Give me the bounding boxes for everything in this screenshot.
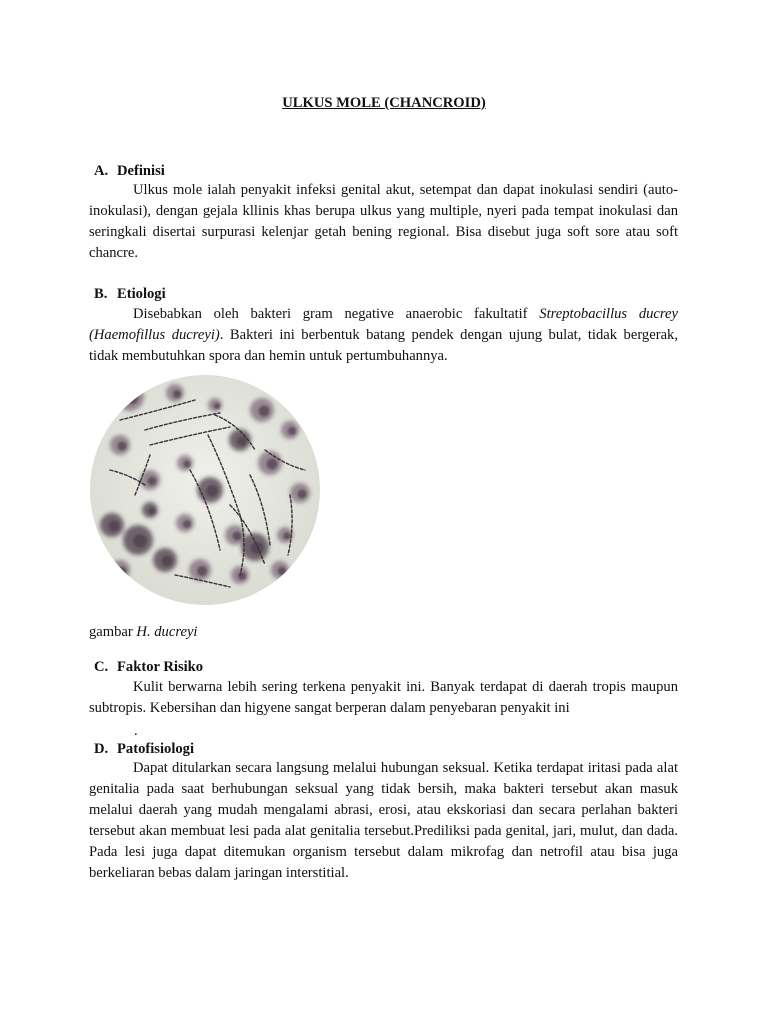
page-title: ULKUS MOLE (CHANCROID) <box>282 95 486 111</box>
paragraph-text: . Bakteri ini berbentuk batang pendek dengan ujung bulat, tidak bergerak, tidak membutuhkan spora dan hemin untuk pertumbuhannya. <box>89 327 678 364</box>
section-heading-faktor-risiko <box>94 657 203 678</box>
paragraph-definisi: Ulkus mole ialah penyakit infeksi genital akut, setempat dan dapat inokulasi sendiri (auto-inokulasi), dengan gejala kllinis khas berupa ulkus yang multiple, nyeri pada tempat inokulasi dan seringkali disertai surpurasi kelenjar getah bening regional. Bisa disebut juga soft sore atau soft chancre. <box>89 182 678 261</box>
cell-nucleus <box>148 477 157 486</box>
cell-nucleus <box>197 566 207 576</box>
section-heading-etiologi <box>94 284 166 305</box>
cell-blob <box>116 383 144 411</box>
cell-nucleus <box>298 490 307 499</box>
cell-nucleus <box>288 427 296 435</box>
paragraph-text: Disebabkan oleh bakteri gram negative anaerobic fakultatif <box>133 306 540 322</box>
cell-nucleus <box>251 542 264 555</box>
figure-caption <box>89 622 197 643</box>
section-heading-definisi <box>94 161 165 182</box>
section-heading-patofisiologi <box>94 739 194 760</box>
cell-nucleus <box>118 567 127 576</box>
paragraph-patofisiologi: Dapat ditularkan secara langsung melalui hubungan seksual. Ketika terdapat iritasi pada alat genitalia pada saat berhubungan seksual yang tidak bersih, maka bakteri tersebut akan masuk melalui daerah yang mudah mengalami abrasi, erosi, atau ekskoriasi dan secara perlahan bakteri tersebut akan membuat lesi pada alat genitalia tersebut.Prediliksi pada genital, jari, mulut, dan dada. Pada lesi juga dapat ditemukan organism tersebut dalam mikrofag dan netrofil atau bisa juga berkeliaran bebas dalam jaringan interstitial. <box>89 760 678 881</box>
cell-nucleus <box>278 567 286 575</box>
cell-nucleus <box>233 532 242 541</box>
cell-nucleus <box>283 532 290 539</box>
cell-nucleus <box>259 406 270 417</box>
cell-blob <box>110 560 130 580</box>
micrograph-image <box>90 375 320 605</box>
cell-nucleus <box>109 521 120 532</box>
cell-nucleus <box>238 572 246 580</box>
cell-nucleus <box>162 556 173 567</box>
stray-period: . <box>134 723 138 739</box>
paragraph-etiologi <box>89 304 678 367</box>
cell-nucleus <box>148 507 155 514</box>
cell-nucleus <box>214 403 220 409</box>
cell-nucleus <box>173 390 181 398</box>
cell-nucleus <box>183 460 190 467</box>
caption-species: H. ducreyi <box>136 624 198 640</box>
section-title: Etiologi <box>117 286 166 302</box>
cell-nucleus <box>133 534 147 548</box>
h-ducreyi-micrograph <box>90 375 320 605</box>
section-number: B. <box>94 286 108 302</box>
paragraph-faktor-risiko: Kulit berwarna lebih sering terkena penyakit ini. Banyak terdapat di daerah tropis maupun subtropis. Kebersihan dan higyene sangat berperan dalam penyebaran penyakit ini <box>89 679 678 716</box>
section-title: Faktor Risiko <box>117 659 204 675</box>
section-number: D. <box>94 741 109 757</box>
section-title: Patofisiologi <box>117 741 195 757</box>
cell-nucleus <box>118 442 127 451</box>
section-title: Definisi <box>117 163 165 179</box>
section-number: A. <box>94 163 109 179</box>
cell-nucleus <box>206 485 218 497</box>
cell-nucleus <box>183 520 191 528</box>
cell-nucleus <box>126 392 139 405</box>
section-number: C. <box>94 659 109 675</box>
cell-nucleus <box>267 459 278 470</box>
species-name: Streptobacillus ducrey (Haemofillus ducreyi) <box>89 306 679 343</box>
caption-text: gambar <box>89 624 137 640</box>
